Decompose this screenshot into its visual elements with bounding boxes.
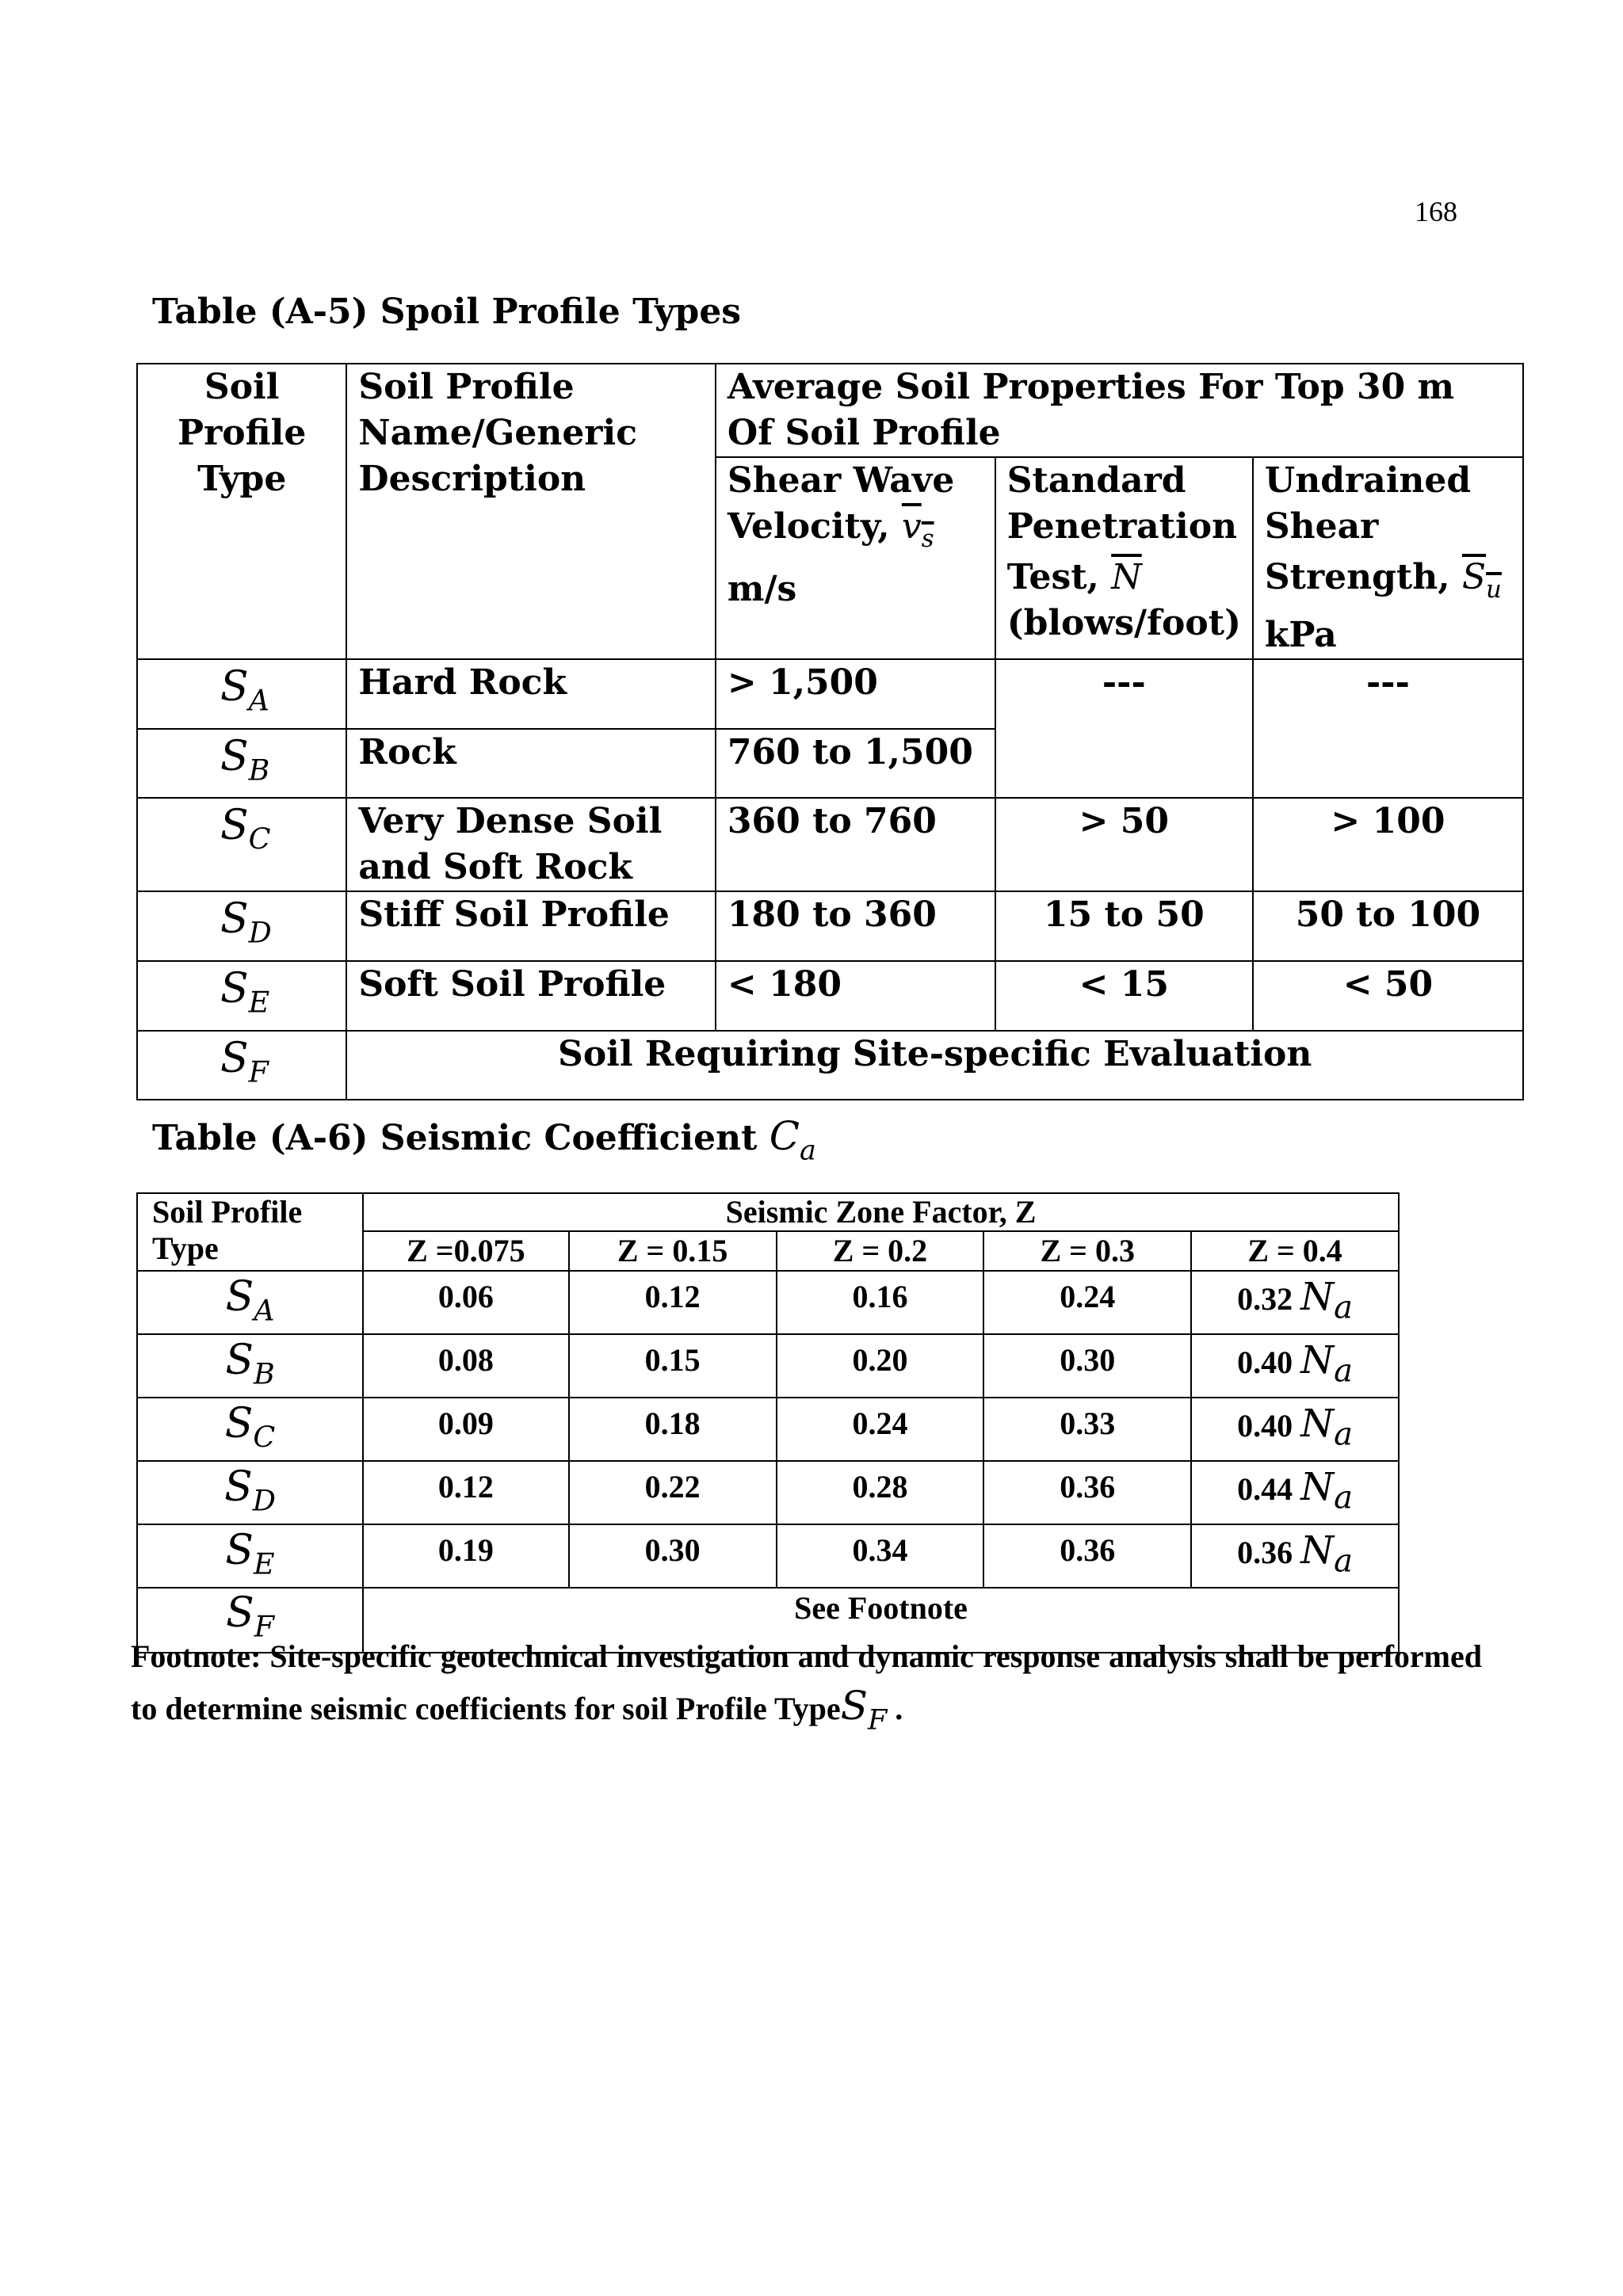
header-average-properties: Average Soil Properties For Top 30 m Of Soil Profile <box>716 364 1523 457</box>
table-a5-row-sa <box>137 659 1523 729</box>
zone-header: Z = 0.2 <box>777 1231 984 1271</box>
zone-header: Z = 0.3 <box>983 1231 1191 1271</box>
profile-type-symbol: $S_C$ <box>137 1398 363 1461</box>
table-a6-row-se <box>137 1524 1399 1588</box>
coefficient-value: 0.22 <box>569 1461 777 1524</box>
profile-type-symbol: $S_C$ <box>137 798 346 891</box>
coefficient-value: 0.36 <box>983 1524 1191 1588</box>
profile-type-symbol: $S_D$ <box>137 891 346 961</box>
table-a5-row-se <box>137 961 1523 1031</box>
header-spt <box>995 457 1253 659</box>
table-a6-row-sc <box>137 1398 1399 1461</box>
undrained-value: 50 to 100 <box>1253 891 1523 961</box>
profile-name: Stiff Soil Profile <box>346 891 716 961</box>
profile-type-symbol: $S_E$ <box>137 961 346 1031</box>
coefficient-value: 0.16 <box>777 1271 984 1334</box>
table-a5-row-sd <box>137 891 1523 961</box>
shear-wave-line2 <box>727 504 983 562</box>
shear-wave-value: < 180 <box>716 961 995 1031</box>
spt-line1: Standard Penetration <box>1006 460 1238 547</box>
zone-header: Z = 0.15 <box>569 1231 777 1271</box>
footnote-text: Footnote: Site-specific geotechnical investigation and dynamic response analysis shall be performed to determine seismic coefficients for soil Profile Type <box>131 1638 1482 1726</box>
table-a5 <box>136 363 1524 1100</box>
table-a6-caption <box>152 1113 816 1166</box>
coefficient-value: 0.15 <box>569 1334 777 1398</box>
shear-wave-value: 360 to 760 <box>716 798 995 891</box>
table-a5-caption: Table (A-5) Spoil Profile Types <box>152 292 742 332</box>
header-seismic-zone-factor: Seismic Zone Factor, Z <box>363 1193 1399 1231</box>
shear-wave-value: 760 to 1,500 <box>716 729 995 799</box>
table-a5-header-row <box>137 364 1523 457</box>
coefficient-value: 0.08 <box>363 1334 569 1398</box>
undrained-value: > 100 <box>1253 798 1523 891</box>
table-a6-caption-text: Table (A-6) Seismic Coefficient <box>152 1118 758 1158</box>
profile-name: Rock <box>346 729 716 799</box>
coefficient-value-na: 0.36 $N_a$ <box>1191 1524 1399 1588</box>
shear-wave-unit: m/s <box>727 568 797 609</box>
profile-type-symbol: $S_B$ <box>137 729 346 799</box>
spt-label: Test, <box>1006 557 1099 597</box>
header-undrained <box>1253 457 1523 659</box>
header-soil-profile-type: Soil Profile Type <box>137 364 346 659</box>
profile-name: Very Dense Soil and Soft Rock <box>346 798 716 891</box>
spt-value: --- <box>995 659 1253 798</box>
ca-symbol: $C_a$ <box>769 1113 816 1167</box>
coefficient-value: 0.20 <box>777 1334 984 1398</box>
profile-type-symbol: $S_E$ <box>137 1524 363 1588</box>
table-a6-row-sa <box>137 1271 1399 1334</box>
footnote-end: . <box>895 1691 903 1726</box>
table-a5-row-sf <box>137 1031 1523 1100</box>
coefficient-value: 0.06 <box>363 1271 569 1334</box>
coefficient-value: 0.30 <box>983 1334 1191 1398</box>
coefficient-value: 0.18 <box>569 1398 777 1461</box>
profile-type-symbol: $S_B$ <box>137 1334 363 1398</box>
footnote <box>131 1632 1482 1745</box>
zone-header: Z =0.075 <box>363 1231 569 1271</box>
table-a6-row-sd <box>137 1461 1399 1524</box>
table-a5-row-sc <box>137 798 1523 891</box>
table-a6 <box>136 1192 1400 1653</box>
header-soil-profile-name: Soil Profile Name/Generic Description <box>346 364 716 659</box>
coefficient-value: 0.24 <box>777 1398 984 1461</box>
header-shear-wave <box>716 457 995 659</box>
table-a6-header-row <box>137 1193 1399 1231</box>
sf-symbol: $S_F$ <box>840 1683 888 1737</box>
see-footnote: See Footnote <box>363 1588 1399 1653</box>
spt-value: 15 to 50 <box>995 891 1253 961</box>
coefficient-value: 0.12 <box>569 1271 777 1334</box>
undrained-value: --- <box>1253 659 1523 798</box>
coefficient-value: 0.30 <box>569 1524 777 1588</box>
page-number: 168 <box>1415 196 1457 227</box>
header-soil-profile-type: Soil Profile Type <box>137 1193 363 1271</box>
undrained-unit: kPa <box>1264 614 1337 655</box>
spt-value: > 50 <box>995 798 1253 891</box>
profile-name: Hard Rock <box>346 659 716 729</box>
shear-wave-label: Velocity, <box>727 506 890 547</box>
undrained-value: < 50 <box>1253 961 1523 1031</box>
spt-line2 <box>1007 555 1241 601</box>
coefficient-value-na: 0.40 $N_a$ <box>1191 1334 1399 1398</box>
coefficient-value: 0.24 <box>983 1271 1191 1334</box>
shear-wave-value: > 1,500 <box>716 659 995 729</box>
coefficient-value-na: 0.44 $N_a$ <box>1191 1461 1399 1524</box>
profile-type-symbol: $S_A$ <box>137 1271 363 1334</box>
profile-type-symbol: $S_F$ <box>137 1588 363 1653</box>
coefficient-value-na: 0.40 $N_a$ <box>1191 1398 1399 1461</box>
shear-wave-value: 180 to 360 <box>716 891 995 961</box>
coefficient-value: 0.36 <box>983 1461 1191 1524</box>
site-specific-evaluation: Soil Requiring Site-specific Evaluation <box>346 1031 1523 1100</box>
coefficient-value-na: 0.32 $N_a$ <box>1191 1271 1399 1334</box>
undrained-label: Strength, <box>1264 557 1450 597</box>
profile-type-symbol: $S_D$ <box>137 1461 363 1524</box>
undrained-line1: Undrained Shear <box>1264 460 1472 547</box>
undrained-line2 <box>1265 555 1511 612</box>
vs-symbol: $v_s$ <box>901 506 934 553</box>
zone-header: Z = 0.4 <box>1191 1231 1399 1271</box>
n-symbol: $\overline{N}$ <box>1111 557 1142 597</box>
coefficient-value: 0.12 <box>363 1461 569 1524</box>
coefficient-value: 0.09 <box>363 1398 569 1461</box>
coefficient-value: 0.33 <box>983 1398 1191 1461</box>
profile-type-symbol: $S_F$ <box>137 1031 346 1100</box>
coefficient-value: 0.19 <box>363 1524 569 1588</box>
shear-wave-line1: Shear Wave <box>727 460 955 501</box>
coefficient-value: 0.28 <box>777 1461 984 1524</box>
spt-value: < 15 <box>995 961 1253 1031</box>
spt-unit: (blows/foot) <box>1006 603 1241 643</box>
table-a6-row-sb <box>137 1334 1399 1398</box>
profile-type-symbol: $S_A$ <box>137 659 346 729</box>
su-symbol: $S_u$ <box>1461 557 1502 604</box>
coefficient-value: 0.34 <box>777 1524 984 1588</box>
profile-name: Soft Soil Profile <box>346 961 716 1031</box>
